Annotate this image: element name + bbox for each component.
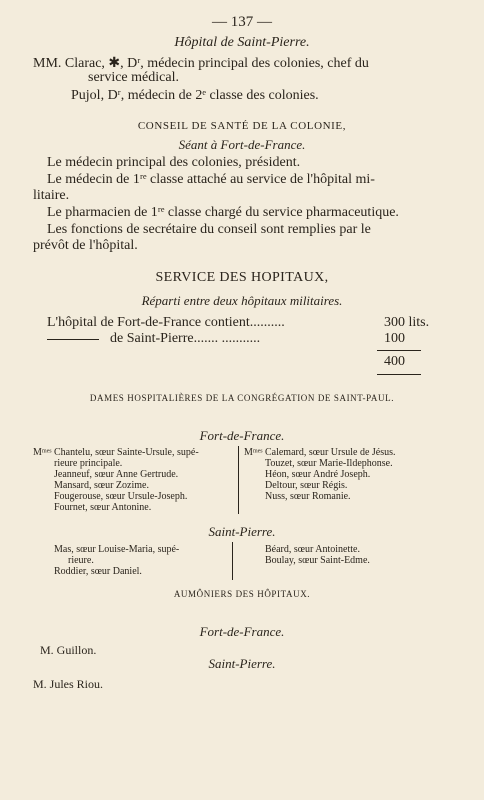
dames-sp-title: Saint-Pierre. [208, 524, 276, 539]
aumoniers-fdf-title: Fort-de-France. [199, 624, 285, 639]
dames-fdf-right-3: Héon, sœur André Joseph. [265, 469, 371, 480]
service-title: SERVICE DES HOPITAUX, [155, 270, 329, 285]
dames-sp-left-3: Roddier, sœur Daniel. [54, 566, 142, 577]
dames-fdf-left-1: Mᵐᵉˢ Chantelu, sœur Sainte-Ursule, supé- [33, 447, 199, 458]
dames-fdf-right-5: Nuss, sœur Romanie. [265, 491, 351, 502]
dames-sp-left-1: Mas, sœur Louise-Maria, supé- [54, 544, 180, 555]
service-row-2-label: de Saint-Pierre....... ........... [110, 331, 261, 346]
dames-sp-left-2: rieure. [68, 555, 94, 566]
clarac-line: MM. Clarac, ✱, Dʳ, médecin principal des colonies, chef du [33, 56, 369, 71]
aumoniers-sp-title: Saint-Pierre. [208, 656, 276, 671]
dames-fdf-left-3: Jeanneuf, sœur Anne Gertrude. [54, 469, 179, 480]
service-row-2-value: 100 [384, 331, 405, 346]
conseil-title: CONSEIL DE SANTÉ DE LA COLONIE, [137, 120, 347, 132]
aumonier-sp-name: M. Jules Riou. [33, 677, 104, 691]
conseil-line-5: Les fonctions de secrétaire du conseil sont remplies par le [47, 222, 371, 237]
dames-fdf-right-1: Mᵐᵉˢ Calemard, sœur Ursule de Jésus. [244, 447, 396, 458]
clarac-line-cont: service médical. [88, 70, 179, 85]
dames-fdf-left-5: Fougerouse, sœur Ursule-Joseph. [54, 491, 188, 502]
conseil-line-3: litaire. [33, 188, 70, 203]
conseil-line-2: Le médecin de 1ʳᵉ classe attaché au service de l'hôpital mi- [47, 172, 375, 187]
dames-sp-right-1: Béard, sœur Antoinette. [265, 544, 360, 555]
pujol-line: Pujol, Dʳ, médecin de 2ᵉ classe des colonies. [71, 88, 319, 103]
dames-fdf-title: Fort-de-France. [199, 428, 285, 443]
aumoniers-title: AUMÔNIERS DES HÔPITAUX. [173, 589, 311, 599]
ditto-dash [47, 339, 99, 340]
conseil-line-4: Le pharmacien de 1ʳᵉ classe chargé du service pharmaceutique. [47, 205, 399, 220]
column-divider-sp [232, 542, 233, 580]
dames-fdf-right-2: Touzet, sœur Marie-Ildephonse. [265, 458, 393, 469]
service-row-1-label: L'hôpital de Fort-de-France contient.......... [47, 315, 285, 330]
conseil-subtitle: Séant à Fort-de-France. [178, 137, 306, 152]
conseil-line-6: prévôt de l'hôpital. [33, 238, 138, 253]
page-number: — 137 — [212, 14, 272, 30]
hopital-st-pierre-title: Hôpital de Saint-Pierre. [174, 35, 310, 50]
dames-fdf-left-6: Fournet, sœur Antonine. [54, 502, 152, 513]
column-divider-fdf [238, 446, 239, 514]
dames-sp-right-2: Boulay, sœur Saint-Edme. [265, 555, 370, 566]
service-subtitle: Réparti entre deux hôpitaux militaires. [141, 293, 343, 308]
aumonier-fdf-name: M. Guillon. [40, 643, 97, 657]
dames-fdf-left-2: rieure principale. [54, 458, 123, 469]
service-row-1-value: 300 lits. [384, 315, 430, 330]
dames-fdf-left-4: Mansard, sœur Zozime. [54, 480, 149, 491]
conseil-line-1: Le médecin principal des colonies, président. [47, 155, 301, 170]
dames-fdf-right-4: Deltour, sœur Régis. [265, 480, 348, 491]
total-rule [377, 350, 421, 351]
total-rule-bottom [377, 374, 421, 375]
service-total: 400 [384, 354, 405, 369]
dames-title: DAMES HOSPITALIÈRES DE LA CONGRÉGATION DE SAINT-PAUL. [89, 393, 395, 403]
